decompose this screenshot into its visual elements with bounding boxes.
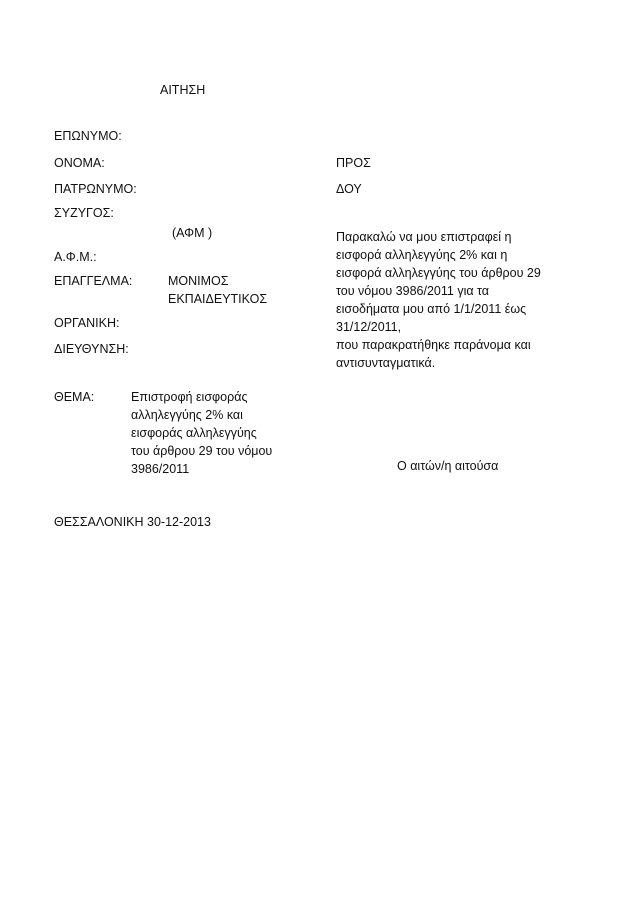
subject-text (131, 388, 272, 478)
profession-value-line1: ΜΟΝΙΜΟΣ (168, 274, 229, 288)
profession-value-line2: ΕΚΠΑΙΔΕΥΤΙΚΟΣ (168, 292, 268, 306)
request-line: αντισυνταγματικά. (336, 356, 436, 370)
subject-line: 3986/2011 (131, 462, 190, 476)
request-text (336, 228, 541, 372)
organic-label: ΟΡΓΑΝΙΚΗ: (54, 316, 120, 330)
subject-line: του άρθρου 29 του νόμου (131, 444, 273, 458)
spouse-afm-label: (ΑΦΜ ) (172, 226, 213, 240)
subject-line: αλληλεγγύης 2% και (131, 408, 243, 422)
request-line: Παρακαλώ να μου επιστραφεί η (336, 230, 512, 244)
request-line: εισοδήματα μου από 1/1/2011 έως (336, 302, 527, 316)
request-line: 31/12/2011, (336, 320, 402, 334)
name-label: ΟΝΟΜΑ: (54, 156, 105, 170)
profession-label: ΕΠΑΓΓΕΛΜΑ: (54, 274, 133, 288)
recipient-to: ΠΡΟΣ (336, 156, 371, 170)
subject-line: Επιστροφή εισφοράς (131, 390, 248, 404)
document-title: ΑΙΤΗΣΗ (160, 83, 206, 97)
address-label: ΔΙΕΥΘΥΝΣΗ: (54, 342, 129, 356)
recipient-office: ΔΟΥ (336, 182, 362, 196)
signature-label: Ο αιτών/η αιτούσα (397, 459, 499, 473)
surname-label: ΕΠΩΝΥΜΟ: (54, 129, 122, 143)
request-line: εισφορά αλληλεγγύης του άρθρου 29 (336, 266, 541, 280)
spouse-label: ΣΥΖΥΓΟΣ: (54, 206, 114, 220)
subject-line: εισφοράς αλληλεγγύης (131, 426, 257, 440)
request-line: που παρακρατήθηκε παράνομα και (336, 338, 531, 352)
fathers-name-label: ΠΑΤΡΩΝΥΜΟ: (54, 182, 137, 196)
request-line: εισφορά αλληλεγγύης 2% και η (336, 248, 508, 262)
request-line: του νόμου 3986/2011 για τα (336, 284, 490, 298)
afm-label: Α.Φ.Μ.: (54, 250, 97, 264)
place-date: ΘΕΣΣΑΛΟΝΙΚΗ 30-12-2013 (54, 515, 211, 529)
subject-label: ΘΕΜΑ: (54, 390, 95, 404)
